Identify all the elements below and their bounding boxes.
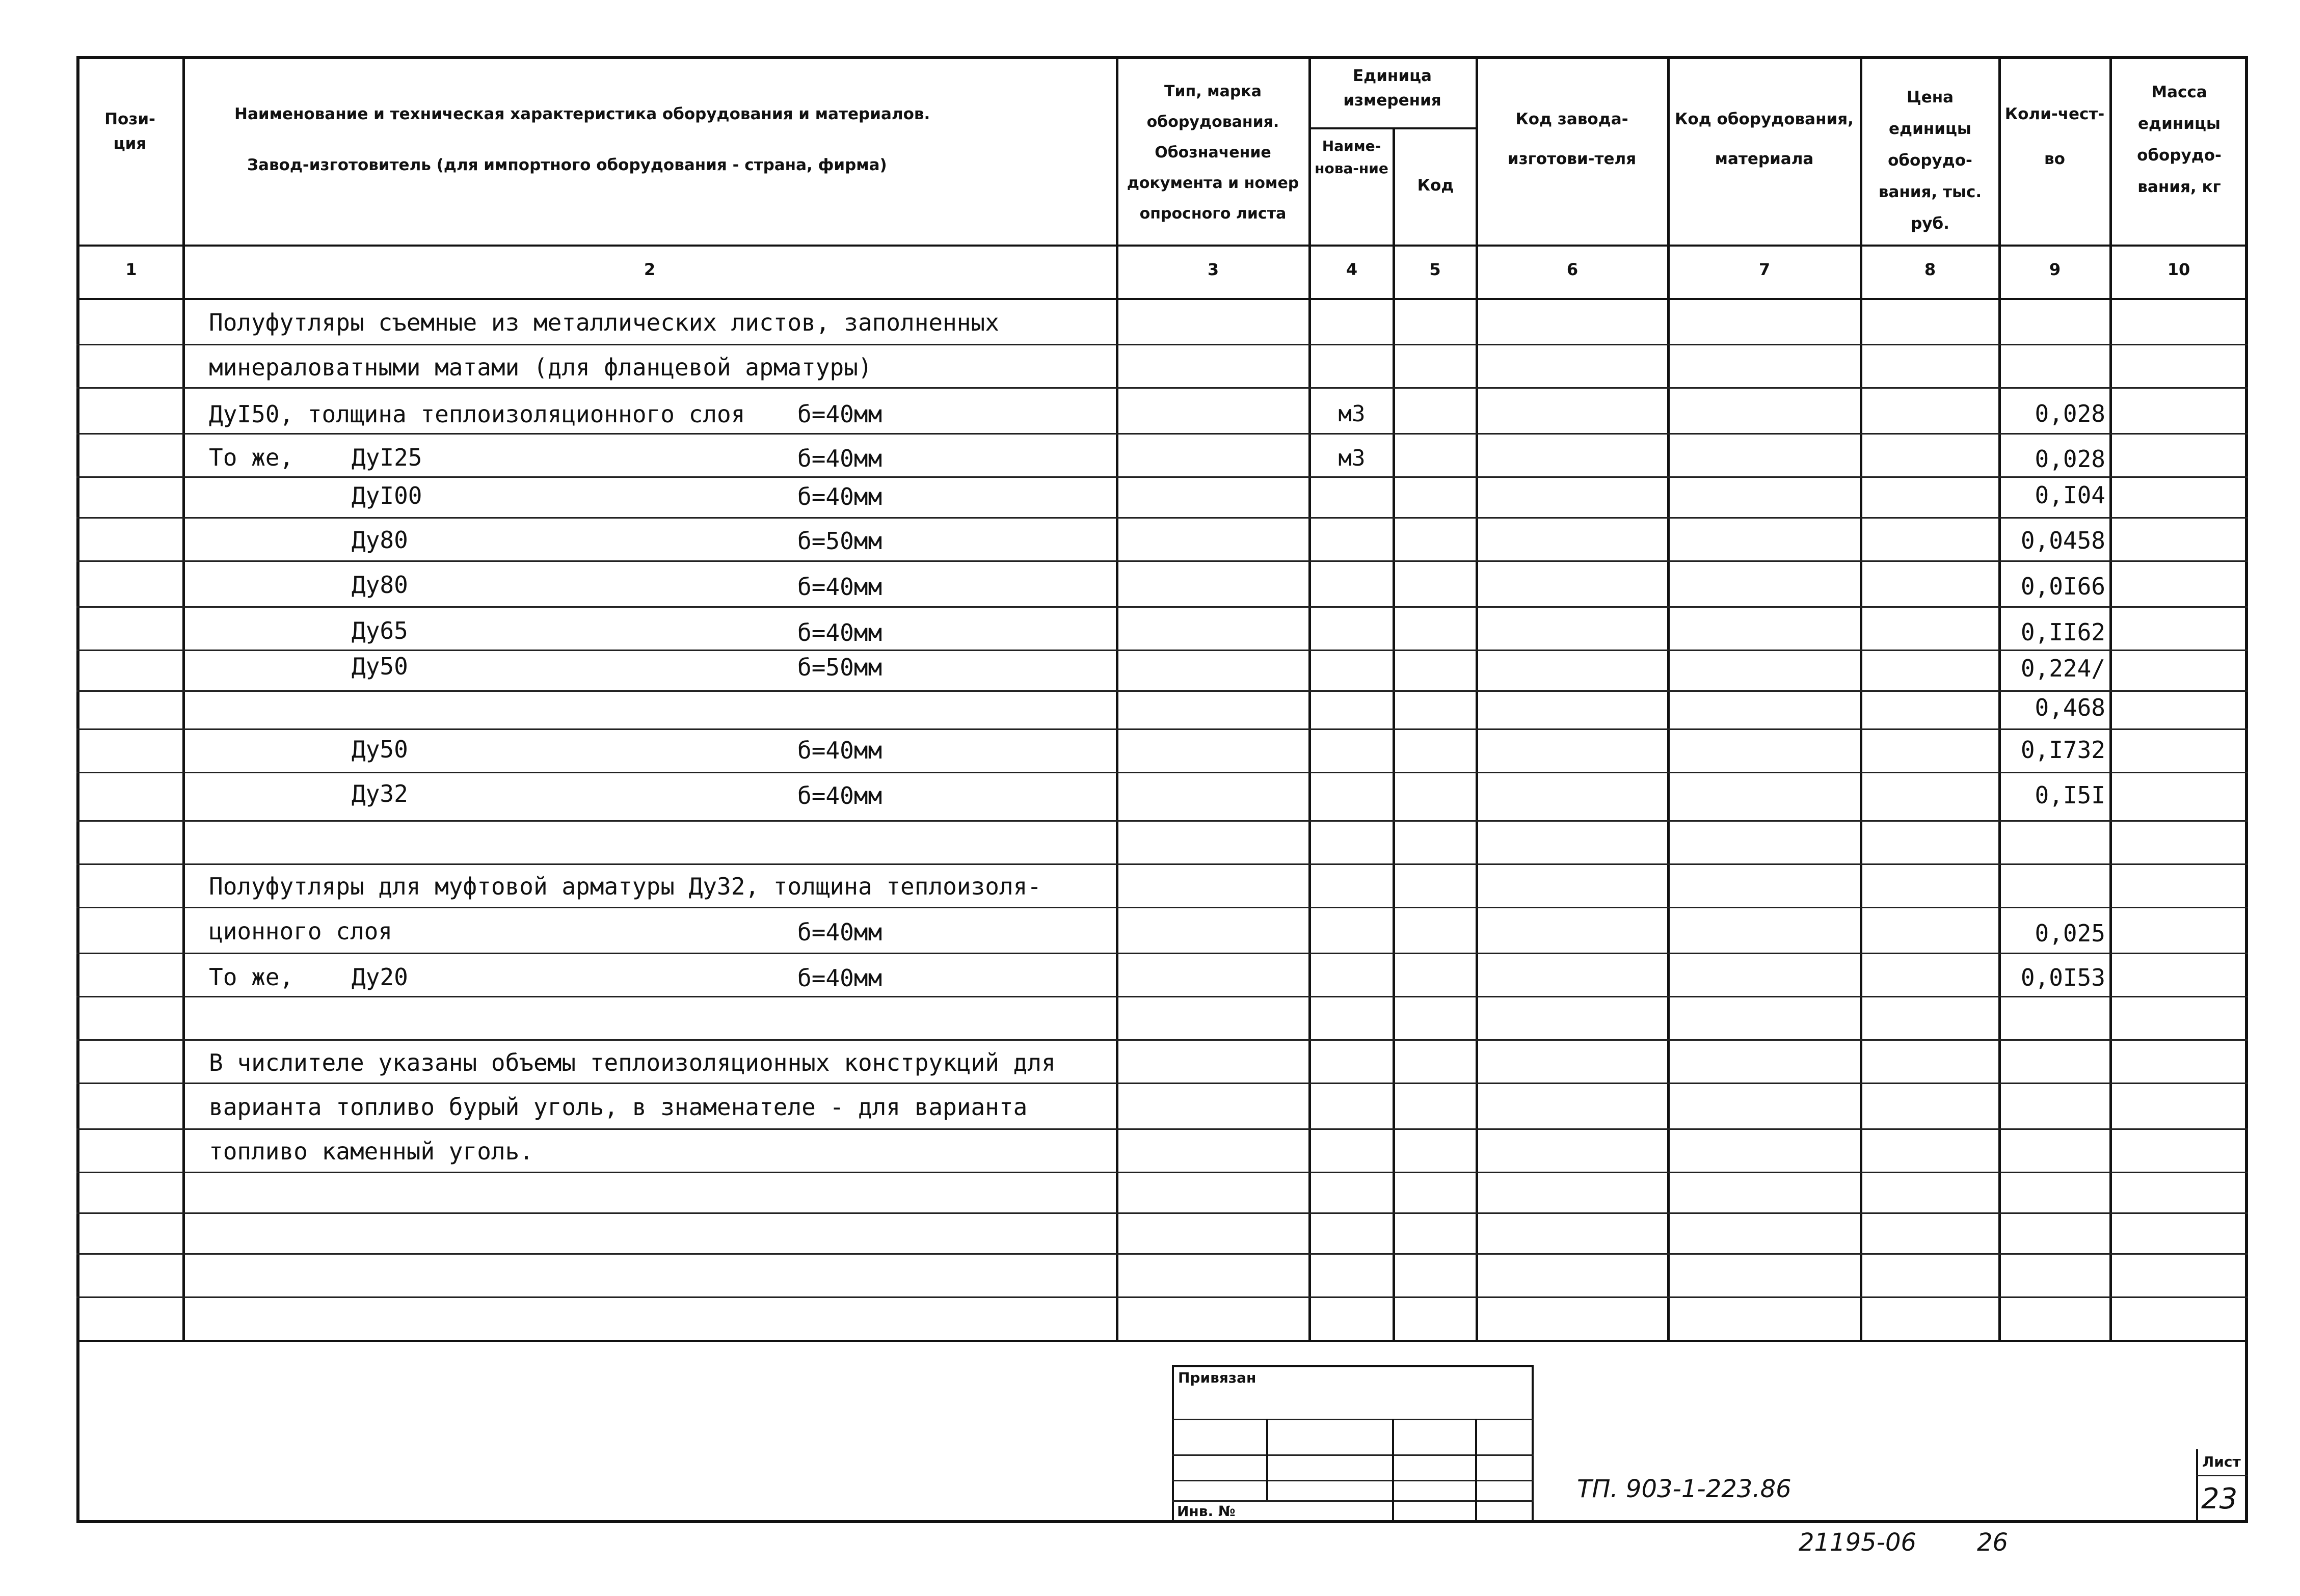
item-quantity: 0,224/ <box>2020 655 2105 682</box>
header-type: Тип, марка оборудования. Обозначение документа и номер опросного листа <box>1127 83 1299 223</box>
row-line <box>76 1083 2248 1084</box>
item-text: ционного слоя <box>209 917 393 945</box>
item-quantity: 0,I04 <box>2035 481 2105 509</box>
header-unit-code: Код <box>1417 176 1454 195</box>
col-number: 4 <box>1346 260 1358 279</box>
col-number: 1 <box>125 260 137 279</box>
stamp-line <box>1172 1480 1534 1481</box>
item-thickness: б=40мм <box>797 445 882 472</box>
item-dn: Ду80 <box>352 526 408 554</box>
item-thickness: б=40мм <box>797 964 882 992</box>
col-number: 7 <box>1758 260 1771 279</box>
col-number: 8 <box>1924 260 1936 279</box>
item-quantity: 0,028 <box>2035 400 2105 427</box>
row-line <box>76 772 2248 773</box>
item-quantity: 0,028 <box>2035 445 2105 473</box>
item-quantity: 0,025 <box>2035 919 2105 947</box>
header-unit-name: Наиме-нова-ние <box>1315 138 1388 177</box>
item-dn: Ду80 <box>352 571 408 599</box>
row-line <box>76 1253 2248 1255</box>
item-text: Полуфутляры для муфтовой арматуры Ду32, толщина теплоизоля- <box>209 873 1041 900</box>
row-line <box>76 476 2248 478</box>
header-position: Пози- ция <box>104 110 155 153</box>
item-thickness: б=40мм <box>797 573 882 601</box>
item-text: То же, <box>209 963 294 991</box>
unit-subheader-line <box>1308 127 1476 129</box>
row-line <box>76 1128 2248 1130</box>
header-equipment-code: Код оборудования, материала <box>1675 110 1854 168</box>
row-line <box>76 953 2248 954</box>
archive-code: 21195-06 <box>1799 1528 1917 1557</box>
item-thickness: б=40мм <box>797 400 882 428</box>
sheet-box-divider <box>2196 1449 2198 1523</box>
header-quantity: Коли-чест-во <box>2004 105 2105 168</box>
col-divider-2 <box>1116 56 1118 1340</box>
col-divider-4 <box>1393 127 1395 1340</box>
stamp-divider <box>1475 1419 1477 1523</box>
col-divider-6 <box>1667 56 1670 1340</box>
archive-page: 26 <box>1977 1528 2009 1557</box>
col-number: 2 <box>644 260 656 279</box>
row-line <box>76 907 2248 908</box>
item-unit: м3 <box>1338 445 1366 471</box>
col-divider-5 <box>1476 56 1478 1340</box>
col-number: 5 <box>1429 260 1441 279</box>
row-line <box>76 863 2248 865</box>
item-dn: Ду50 <box>352 736 408 763</box>
inventory-number-label: Инв. № <box>1177 1503 1236 1520</box>
col-divider-7 <box>1860 56 1862 1340</box>
item-thickness: б=40мм <box>797 918 882 946</box>
col-divider-9 <box>2109 56 2112 1340</box>
note-text: В числителе указаны объемы теплоизоляционных конструкций для <box>209 1049 1056 1076</box>
item-thickness: б=40мм <box>797 483 882 510</box>
header-bottom-line <box>76 245 2248 247</box>
col-number: 9 <box>2049 260 2061 279</box>
stamp-divider <box>1266 1419 1268 1500</box>
item-quantity: 0,468 <box>2035 694 2105 721</box>
row-line <box>76 433 2248 435</box>
row-line <box>76 387 2248 389</box>
row-line <box>76 606 2248 608</box>
col-divider-1 <box>182 56 185 1340</box>
item-quantity: 0,0458 <box>2020 527 2105 554</box>
stamp-box <box>1172 1365 1534 1523</box>
sheet-box-line <box>2196 1475 2248 1476</box>
item-quantity: 0,I5I <box>2035 781 2105 809</box>
row-line <box>76 560 2248 562</box>
header-name-line2: Завод-изготовитель (для импортного оборудования - страна, фирма) <box>247 156 887 174</box>
stamp-line <box>1172 1419 1534 1420</box>
header-mass: Масса единицы оборудо-вания, кг <box>2137 83 2222 196</box>
header-plant-code: Код завода-изготови-теля <box>1507 110 1637 168</box>
item-thickness: б=40мм <box>797 782 882 809</box>
colnum-bottom-line <box>76 298 2248 300</box>
item-quantity: 0,0I53 <box>2020 964 2105 991</box>
sheet-number: 23 <box>2201 1482 2238 1516</box>
row-line <box>76 820 2248 822</box>
item-text: То же, <box>209 444 294 471</box>
item-thickness: б=40мм <box>797 737 882 764</box>
item-dn: ДуI00 <box>352 482 422 509</box>
item-dn: Ду32 <box>352 780 408 807</box>
row-line <box>76 1212 2248 1214</box>
row-line <box>76 1296 2248 1298</box>
header-price: Цена единицы оборудо-вания, тыс. руб. <box>1878 88 1982 233</box>
row-line <box>76 996 2248 997</box>
item-text: ДуI50, толщина теплоизоляционного слоя <box>209 400 745 428</box>
col-divider-3 <box>1308 56 1311 1340</box>
note-text: варианта топливо бурый уголь, в знаменателе - для варианта <box>209 1093 1028 1121</box>
item-text: минераловатными матами (для фланцевой арматуры) <box>209 354 872 381</box>
stamp-line <box>1172 1454 1534 1456</box>
row-line <box>76 650 2248 651</box>
attached-label: Привязан <box>1178 1369 1256 1386</box>
item-thickness: б=50мм <box>797 527 882 555</box>
table-bottom-line <box>76 1340 2248 1342</box>
row-line <box>76 344 2248 345</box>
item-quantity: 0,0I66 <box>2020 573 2105 600</box>
note-text: топливо каменный уголь. <box>209 1138 533 1165</box>
item-thickness: б=50мм <box>797 654 882 681</box>
col-number: 3 <box>1207 260 1219 279</box>
col-number: 10 <box>2167 260 2190 279</box>
row-line <box>76 1039 2248 1041</box>
item-thickness: б=40мм <box>797 619 882 646</box>
header-name-line1: Наименование и техническая характеристика оборудования и материалов. <box>234 105 930 123</box>
sheet-label: Лист <box>2202 1453 2241 1470</box>
item-unit: м3 <box>1338 401 1366 427</box>
col-number: 6 <box>1566 260 1579 279</box>
item-dn: Ду65 <box>352 617 408 644</box>
row-line <box>76 728 2248 730</box>
row-line <box>76 1172 2248 1173</box>
document-code: ТП. 903-1-223.86 <box>1577 1475 1791 1503</box>
item-dn: Ду20 <box>352 963 408 991</box>
item-text: Полуфутляры съемные из металлических листов, заполненных <box>209 309 999 336</box>
row-line <box>76 517 2248 519</box>
stamp-line <box>1172 1500 1534 1502</box>
item-dn: ДуI25 <box>352 444 422 471</box>
row-line <box>76 690 2248 692</box>
item-quantity: 0,II62 <box>2020 618 2105 646</box>
item-dn: Ду50 <box>352 653 408 680</box>
header-unit-group: Единица измерения <box>1343 67 1441 110</box>
stamp-divider <box>1392 1419 1394 1523</box>
item-quantity: 0,I732 <box>2020 736 2105 764</box>
